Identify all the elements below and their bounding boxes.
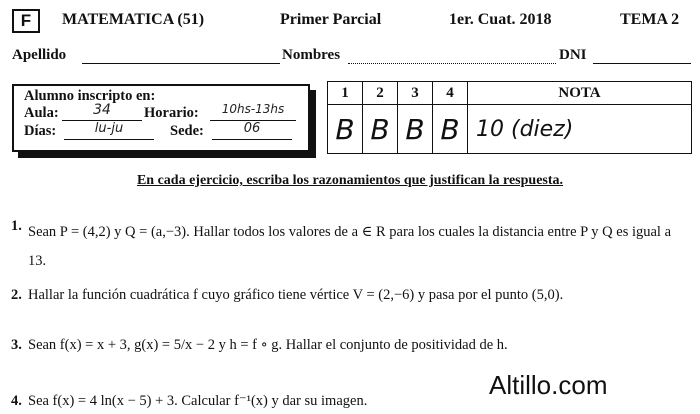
grade-table bbox=[327, 81, 692, 154]
grade-cell-nota: 10 (diez) bbox=[468, 105, 692, 154]
dni-label: DNI bbox=[559, 47, 587, 63]
exercise-2 bbox=[11, 287, 22, 304]
exercise-number: 2. bbox=[11, 287, 22, 303]
apellido-label: Apellido bbox=[12, 47, 67, 63]
horario-label: Horario: bbox=[144, 105, 199, 121]
nombres-label: Nombres bbox=[282, 47, 341, 63]
exercise-3 bbox=[11, 337, 22, 354]
exercise-number: 1. bbox=[11, 218, 22, 234]
exercise-1 bbox=[11, 218, 22, 235]
grade-cell-4: B bbox=[433, 105, 468, 154]
exercise-1-text: Sean P = (4,2) y Q = (a,−3). Hallar todos los valores de a ∈ R para los cuales la distancia entre P y Q es igual a 13. bbox=[28, 224, 672, 269]
exam-name: Primer Parcial bbox=[280, 11, 382, 28]
grade-header-nota: NOTA bbox=[468, 82, 692, 105]
sede-value: 06 bbox=[212, 121, 292, 140]
exercise-number: 4. bbox=[11, 393, 22, 409]
horario-value: 10hs-13hs bbox=[210, 102, 296, 121]
aula-label: Aula: bbox=[24, 105, 59, 121]
grade-header-1: 1 bbox=[328, 82, 363, 105]
sede-label: Sede: bbox=[170, 123, 204, 139]
instruction-text: En cada ejercicio, escriba los razonamientos que justifican la respuesta. bbox=[136, 173, 564, 188]
exercise-4 bbox=[11, 393, 22, 410]
enrollment-title: Alumno inscripto en: bbox=[24, 88, 156, 104]
exercise-3-text: Sean f(x) = x + 3, g(x) = 5/x − 2 y h = f ∘ g. Hallar el conjunto de positividad de h. bbox=[28, 337, 508, 353]
grade-header-3: 3 bbox=[398, 82, 433, 105]
topic-label: TEMA 2 bbox=[620, 11, 680, 28]
grade-cell-1: B bbox=[328, 105, 363, 154]
dias-value: lu-ju bbox=[64, 121, 154, 140]
apellido-line[interactable] bbox=[82, 63, 280, 64]
dias-label: Días: bbox=[24, 123, 57, 139]
aula-value: 34 bbox=[62, 102, 142, 121]
grade-header-2: 2 bbox=[363, 82, 398, 105]
term-label: 1er. Cuat. 2018 bbox=[449, 11, 552, 28]
grade-cell-2: B bbox=[363, 105, 398, 154]
exercise-2-text: Hallar la función cuadrática f cuyo gráfico tiene vértice V = (2,−6) y pasa por el punto (5,0). bbox=[28, 287, 564, 303]
grade-header-4: 4 bbox=[433, 82, 468, 105]
watermark: Altillo.com bbox=[489, 370, 608, 400]
form-letter-box: F bbox=[12, 9, 40, 33]
grade-cell-3: B bbox=[398, 105, 433, 154]
dni-line[interactable] bbox=[593, 63, 691, 64]
enrollment-box bbox=[12, 84, 310, 152]
exercise-number: 3. bbox=[11, 337, 22, 353]
exercise-4-text: Sea f(x) = 4 ln(x − 5) + 3. Calcular f⁻¹(x) y dar su imagen. bbox=[28, 393, 368, 409]
nombres-line[interactable] bbox=[348, 63, 556, 64]
subject-title: MATEMATICA (51) bbox=[62, 11, 205, 28]
